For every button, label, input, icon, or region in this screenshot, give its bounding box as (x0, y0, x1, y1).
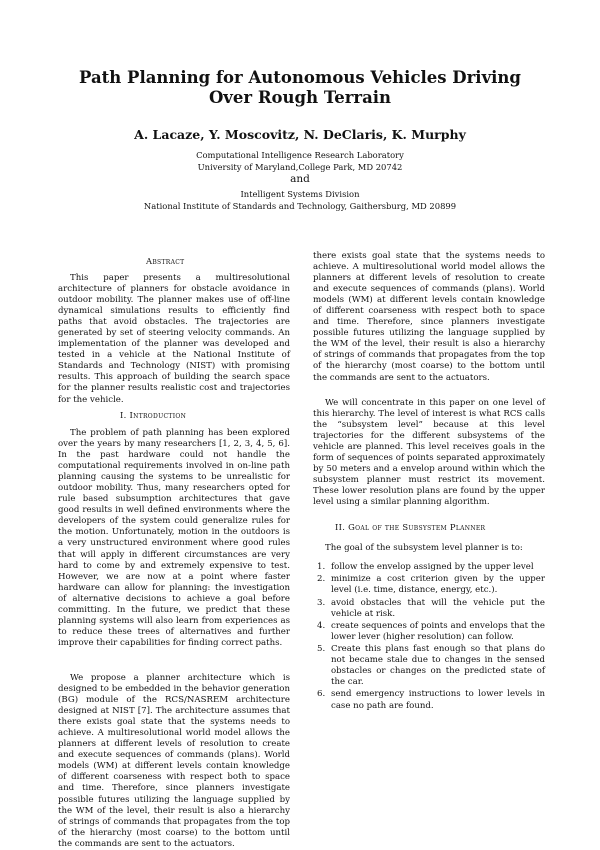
affiliation-2-line-1: Intelligent Systems Division (240, 189, 360, 199)
list-item: 5. Create this plans fast enough so that plans do not became stale due to changes in the sensed obstacles or changes on the predicted state of the car. (317, 644, 545, 688)
paper-title (0, 68, 600, 108)
introduction-paragraph-2-continued: there exists goal state that the systems needs to achieve. A multiresolutional world model allows the planners at different levels of resolution to create and execute sequences of commands (plans). World models (WM) at different levels contain knowledge of different coarseness with respect both to space and time. Therefore, since planners investigate possible futures utilizing the language supplied by the WM of the level, their result is also a hierarchy of strings of commands that propagates from the top of the hierarchy (most coarse) to the bottom until the commands are sent to the actuators. (313, 251, 545, 383)
abstract-heading: Abstract (146, 256, 185, 266)
goal-list (317, 562, 545, 713)
introduction-paragraph-1: The problem of path planning has been explored over the years by many researchers [1, 2, 3, 4, 5, 6]. In the past hardware could not handle the computational requirements involved in on-line path planning causing the systems to be unrealistic for outdoor mobility. Thus, many researchers opted for rule based subsumption architectures that gave good results in well defined environments where the developers of the system could generalize rules for the motion. Unfortunately, motion in the outdoors is a very unstructured environment where good rules that will apply in different circumstances are very hard to come by and extremely expensive to test. However, we are now at a point where faster hardware can allow for planning: the investigation of alternative decisions to achieve a goal before committing. In the future, we predict that these planning systems will also learn from experiences as to reduce these trees of alternatives and further improve their capabilities for finding correct paths. (58, 428, 290, 648)
affiliation-2-line-2: National Institute of Standards and Technology, Gaithersburg, MD 20899 (143, 201, 457, 211)
goal-section-intro: The goal of the subsystem level planner is to: (325, 543, 523, 553)
list-item: 3. avoid obstacles that will the vehicle put the vehicle at risk. (317, 597, 545, 619)
abstract-text: This paper presents a multiresolutional architecture of planners for obstacle avoidance in outdoor mobility. The planner makes use of off-line dynamical simulations results to efficiently find paths that avoid obstacles. The trajectories are generated by set of steering velocity commands. An implementation of the planner was developed and tested in a vehicle at the National Institute of Standards and Technology (NIST) with promising results. This approach of building the search space for the planner results realistic cost and trajectories for the vehicle. (58, 273, 290, 405)
introduction-paragraph-2-start: We propose a planner architecture which is designed to be embedded in the behavior generation (BG) module of the RCS/NASREM architecture designed at NIST [7]. The architecture assumes that there exists goal state that the systems needs to achieve. A multiresolutional world model allows the planners at different levels of resolution to create and execute sequences of commands (plans). World models (WM) at different levels contain knowledge of different coarseness with respect both to space and time. Therefore, since planners investigate possible futures utilizing the language supplied by the WM of the level, their result is also a hierarchy of strings of commands that propagates from the top of the hierarchy (most coarse) to the bottom until the commands are sent to the actuators. (58, 673, 290, 849)
title-line-1: Path Planning for Autonomous Vehicles Driving (79, 68, 521, 87)
list-item: 6. send emergency instructions to lower levels in case no path are found. (317, 689, 545, 711)
introduction-heading: I. Introduction (120, 410, 187, 420)
affiliation-1-line-1: Computational Intelligence Research Laboratory (196, 150, 404, 160)
list-item: 1. follow the envelop assigned by the upper level (317, 562, 534, 572)
affiliation-and: and (290, 173, 310, 185)
title-line-2: Over Rough Terrain (208, 88, 392, 107)
introduction-paragraph-3: We will concentrate in this paper on one level of this hierarchy. The level of interest is what RCS calls the “subsystem level” because at this level trajectories for the different subsystems of the vehicle are planned. This level receives goals in the form of sequences of points separated approximately by 50 meters and a envelop around within which the subsystem planner must restrict its movement. These lower resolution plans are found by the upper level using a similar planning algorithm. (313, 398, 545, 508)
list-item: 4. create sequences of points and envelops that the lower lever (higher resolution) can follow. (317, 620, 545, 642)
affiliation-1-line-2: University of Maryland,College Park, MD 20742 (197, 162, 403, 172)
list-item: 2. minimize a cost criterion given by the upper level (i.e. time, distance, energy, etc.). (317, 574, 545, 596)
goal-section-heading: II. Goal of the Subsystem Planner (335, 522, 486, 532)
author-list: A. Lacaze, Y. Moscovitz, N. DeClaris, K. Murphy (134, 127, 466, 142)
